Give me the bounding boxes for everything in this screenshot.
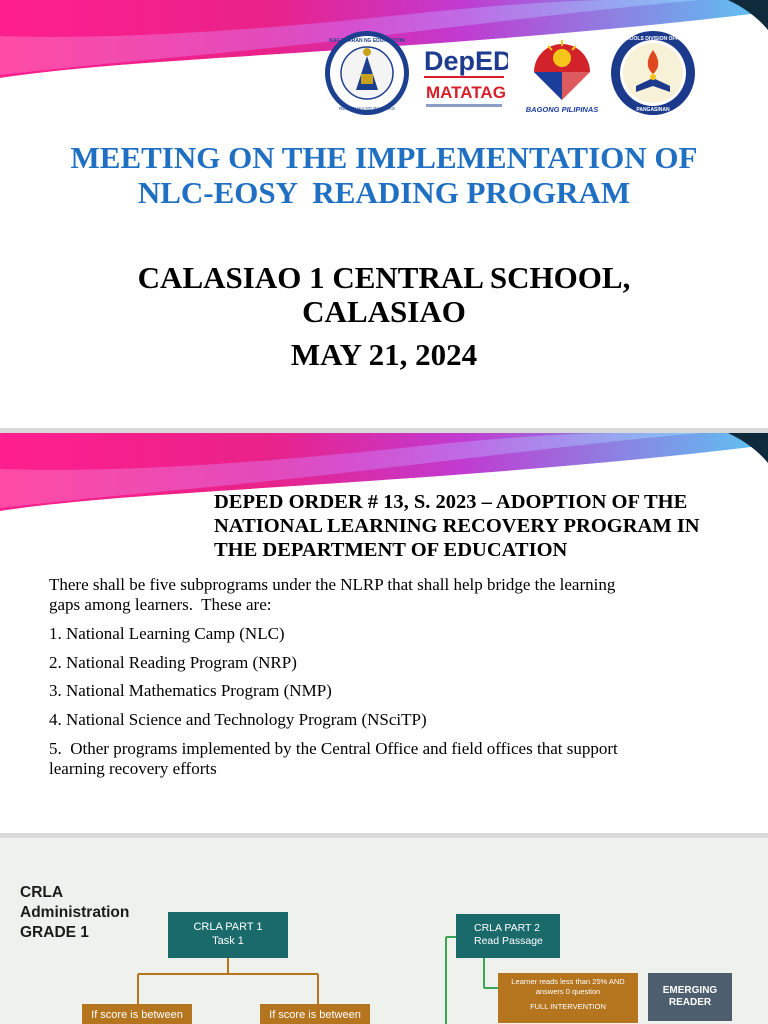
- svg-text:MATATAG: MATATAG: [426, 83, 506, 102]
- deped-order-heading: [214, 490, 754, 562]
- deped-order-heading-line3: THE DEPARTMENT OF EDUCATION: [214, 539, 568, 561]
- intro-line2: gaps among learners. These are:: [49, 595, 272, 614]
- full-intervention-label: FULL INTERVENTION: [530, 1002, 606, 1011]
- part1-line2: Task 1: [212, 935, 244, 947]
- svg-text:DepED: DepED: [424, 46, 508, 76]
- learner-line2: answers 0 question: [535, 987, 601, 996]
- learner-line1: Learner reads less than 25% AND: [511, 977, 625, 986]
- meeting-date: MAY 21, 2024: [290, 337, 478, 372]
- part2-line2: Read Passage: [474, 935, 543, 947]
- svg-text:BAGONG PILIPINAS: BAGONG PILIPINAS: [525, 105, 599, 114]
- svg-text:KAGAWARAN NG EDUKASYON: KAGAWARAN NG EDUKASYON: [329, 38, 405, 44]
- crla-part1-box: [168, 912, 288, 958]
- list-item: 3. National Mathematics Program (NMP): [49, 681, 332, 700]
- emerging-line1: EMERGING: [662, 985, 718, 996]
- deped-seal-icon: [324, 30, 410, 116]
- emerging-reader-box: [648, 973, 732, 1021]
- bagong-pilipinas-icon: [520, 32, 604, 116]
- crla-flowchart-slide: [0, 838, 768, 1024]
- part1-line1: CRLA PART 1: [193, 921, 263, 933]
- deped-matatag-icon: [420, 38, 508, 114]
- score-left-box: If score is between: [82, 1004, 192, 1024]
- list-item: [49, 739, 739, 779]
- school-name: [30, 261, 738, 329]
- svg-text:PANGASINAN: PANGASINAN: [636, 107, 670, 113]
- school-name-line1: CALASIAO 1 CENTRAL SCHOOL,: [137, 260, 631, 295]
- meeting-title-line2: NLC-EOSY READING PROGRAM: [137, 175, 631, 210]
- deped-order-heading-line1: DEPED ORDER # 13, S. 2023 – ADOPTION OF THE: [214, 491, 688, 513]
- list-item-5-line2: learning recovery efforts: [49, 759, 217, 778]
- meeting-title: [30, 140, 738, 210]
- part2-line1: CRLA PART 2: [474, 922, 540, 934]
- list-item: 1. National Learning Camp (NLC): [49, 624, 285, 643]
- crla-title-line3: GRADE 1: [20, 924, 89, 941]
- svg-text:SCHOOLS DIVISION OFFICE: SCHOOLS DIVISION OFFICE: [619, 36, 687, 42]
- list-item: 4. National Science and Technology Program (NSciTP): [49, 710, 427, 729]
- meeting-title-line1: MEETING ON THE IMPLEMENTATION OF: [70, 140, 698, 175]
- score-right-box: If score is between: [260, 1004, 370, 1024]
- crla-title-line2: Administration: [20, 904, 130, 921]
- svg-text:REPUBLIKA NG PILIPINAS: REPUBLIKA NG PILIPINAS: [339, 106, 395, 111]
- crla-title-line1: CRLA: [20, 884, 64, 901]
- deped-order-heading-line2: NATIONAL LEARNING RECOVERY PROGRAM IN: [214, 515, 700, 537]
- list-item: 2. National Reading Program (NRP): [49, 653, 297, 672]
- logo-row: [322, 30, 687, 118]
- subprograms-intro: [49, 575, 739, 615]
- school-name-line2: CALASIAO: [302, 294, 466, 329]
- intro-line1: There shall be five subprograms under the NLRP that shall help bridge the learning: [49, 575, 616, 594]
- deped-matatag-logo: [420, 38, 508, 114]
- full-intervention-box: [498, 973, 638, 1023]
- sdo-pangasinan-seal-icon: [610, 30, 696, 116]
- deped-order-slide: [0, 433, 768, 833]
- title-slide: [0, 0, 768, 428]
- crla-part2-box: [456, 914, 560, 958]
- emerging-line2: READER: [668, 997, 712, 1008]
- list-item-5-line1: 5. Other programs implemented by the Central Office and field offices that support: [49, 739, 618, 758]
